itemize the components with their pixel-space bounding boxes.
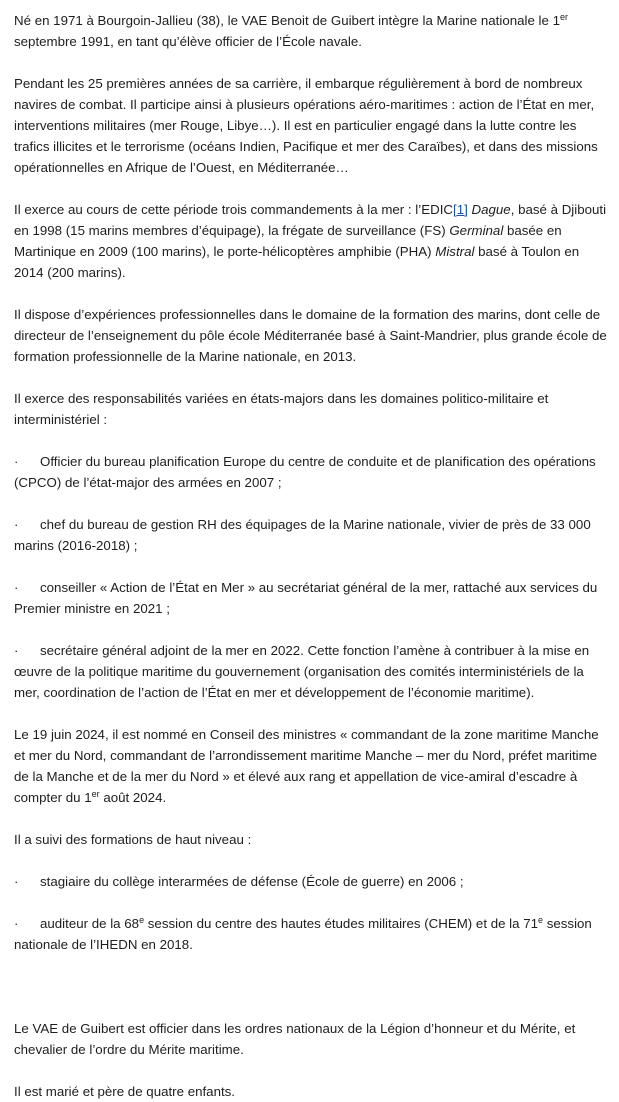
list-item: · Officier du bureau planification Europe du centre de conduite et de planification des opérations (CPCO) de l’état-major des armées en 2007 ; bbox=[14, 451, 612, 493]
bullet-icon: · bbox=[14, 916, 19, 931]
family-paragraph: Il est marié et père de quatre enfants. bbox=[14, 1084, 236, 1099]
bullet-icon: · bbox=[14, 580, 19, 595]
ship-name-dague: Dague bbox=[471, 202, 511, 217]
list-item: · auditeur de la 68e session du centre des hautes études militaires (CHEM) et de la 71e session nationale de l’IHEDN en 2018. bbox=[14, 915, 592, 952]
list-item: · secrétaire général adjoint de la mer en 2022. Cette fonction l’amène à contribuer à la mise en œuvre de la politique maritime du gouvernement (organisation des comités interministériels de la mer, coordination de l’action de l’État en mer et développement de l’économie maritime). bbox=[14, 640, 612, 703]
list-item: · chef du bureau de gestion RH des équipages de la Marine nationale, vivier de près de 33 000 marins (2016-2018) ; bbox=[14, 514, 612, 556]
intro-paragraph: Né en 1971 à Bourgoin-Jallieu (38), le VAE Benoit de Guibert intègre la Marine nationale le 1er septembre 1991, en tant qu’élève officier de l’École navale. bbox=[14, 12, 569, 49]
ship-name-germinal: Germinal bbox=[449, 223, 504, 238]
honours-paragraph: Le VAE de Guibert est officier dans les ordres nationaux de la Légion d’honneur et du Mérite, et chevalier de l’ordre du Mérite maritime. bbox=[14, 1021, 576, 1057]
bullet-icon: · bbox=[14, 643, 19, 658]
formations-intro-paragraph: Il a suivi des formations de haut niveau : bbox=[14, 832, 252, 847]
ship-name-mistral: Mistral bbox=[435, 244, 475, 259]
list-item: · stagiaire du collège interarmées de défense (École de guerre) en 2006 ; bbox=[14, 871, 612, 892]
training-paragraph: Il dispose d’expériences professionnelles dans le domaine de la formation des marins, dont celle de directeur de l’enseignement du pôle école Méditerranée basé à Saint-Mandrier, plus grande école de formation professionnelle de la Marine nationale, en 2013. bbox=[14, 307, 607, 364]
bullet-icon: · bbox=[14, 517, 19, 532]
career-paragraph: Pendant les 25 premières années de sa carrière, il embarque régulièrement à bord de nombreux navires de combat. Il participe ainsi à plusieurs opérations aéro-maritimes : action de l’État en mer, interventions militaires (mer Rouge, Libye…). Il est en particulier engagé dans la lutte contre les trafics illicites et le terrorisme (océans Indien, Pacifique et mer des Caraïbes), et dans des missions opérationnelles en Afrique de l’Ouest, en Méditerranée… bbox=[14, 76, 598, 175]
staff-intro-paragraph: Il exerce des responsabilités variées en états-majors dans les domaines politico-militaire et interministériel : bbox=[14, 391, 549, 427]
bullet-icon: · bbox=[14, 874, 19, 889]
footnote-link[interactable]: [1] bbox=[453, 202, 468, 217]
biography-document bbox=[14, 0, 612, 1102]
nomination-paragraph: Le 19 juin 2024, il est nommé en Conseil des ministres « commandant de la zone maritime Manche et mer du Nord, commandant de l’arrondissement maritime Manche – mer du Nord, préfet maritime de la Manche et de la mer du Nord » et élevé aux rang et appellation de vice-amiral d’escadre à compter du 1er août 2024. bbox=[14, 727, 599, 805]
bullet-icon: · bbox=[14, 454, 19, 469]
list-item: · conseiller « Action de l’État en Mer » au secrétariat général de la mer, rattaché aux services du Premier ministre en 2021 ; bbox=[14, 577, 612, 619]
commands-paragraph: Il exerce au cours de cette période trois commandements à la mer : l’EDIC[1] Dague, basé à Djibouti en 1998 (15 marins membres d’équipage), la frégate de surveillance (FS) Germinal basée en Martinique en 2009 (100 marins), le porte-hélicoptères amphibie (PHA) Mistral basé à Toulon en 2014 (200 marins). bbox=[14, 202, 607, 280]
